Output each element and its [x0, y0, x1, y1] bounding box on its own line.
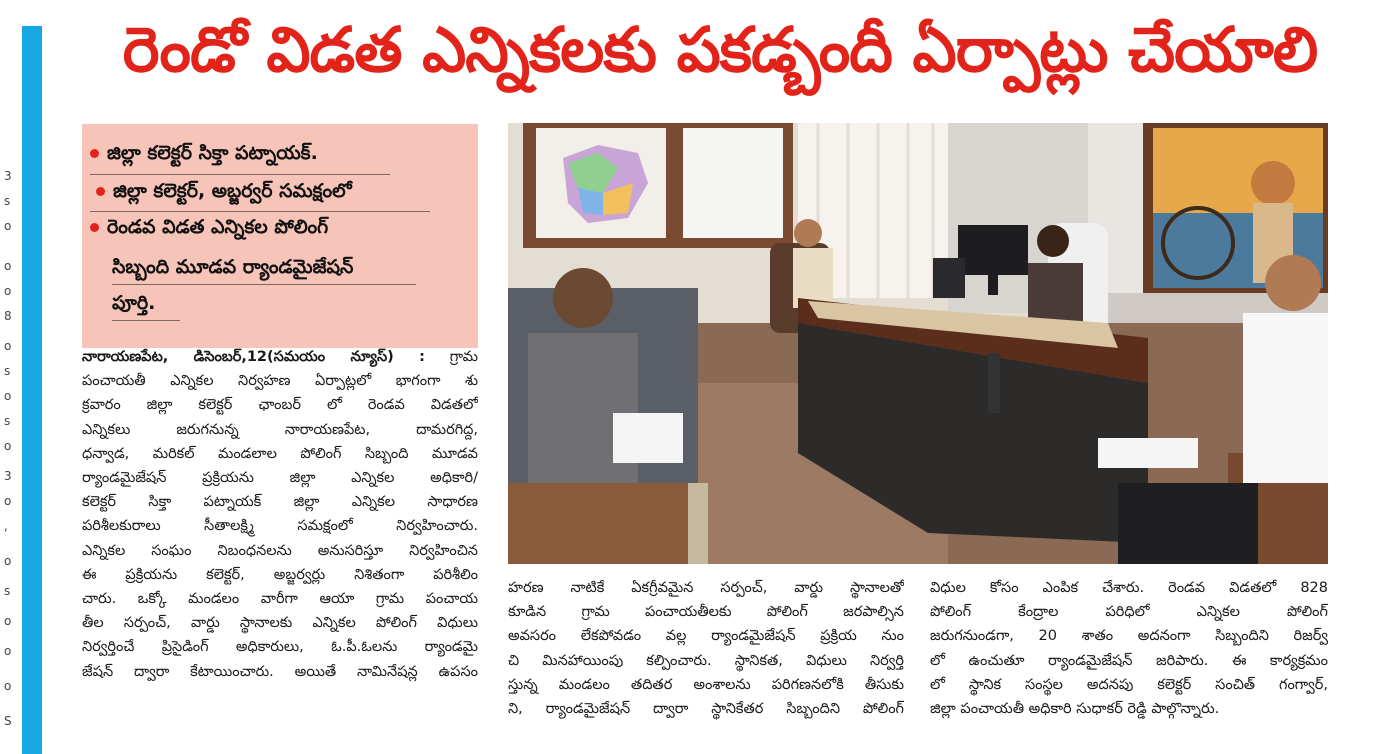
gutter-char: o [4, 439, 12, 453]
gutter-char: o [4, 339, 12, 353]
gutter-char: o [4, 389, 12, 403]
adjacent-column-fragment [0, 0, 22, 754]
text-line: ని, ర్యాండమైజేషన్ ద్వారా స్థానికేతర సిబ్బందిని పోలింగ్ [508, 701, 904, 718]
text-line: ఎన్నికలు జరుగనున్న నారాయణపేట, దామరగిద్ద, [82, 421, 478, 438]
text-line: చి మినహాయింపు కల్పించారు. స్థానికత, విధులు నిర్వర్తి [508, 652, 904, 669]
text-line: జిల్లా పంచాయతీ అధికారి సుధాకర్ రెడ్డి పాల్గొన్నారు. [930, 701, 1220, 718]
divider [112, 284, 416, 285]
text-line: విధుల కోసం ఎంపిక చేశారు. రెండవ విడతలో 828 [930, 580, 1328, 596]
article-column-1 [82, 345, 478, 684]
gutter-char: o [4, 494, 12, 508]
highlight-item [96, 180, 352, 207]
gutter-char: s [4, 584, 11, 598]
meeting-photo [508, 123, 1328, 564]
text-line: పంచాయతీ ఎన్నికల నిర్వహణ ఏర్పాట్లలో భాగంగా శు [82, 373, 478, 390]
headline: రెండో విడత ఎన్నికలకు పకడ్బందీ ఏర్పాట్లు చేయాలి [122, 13, 1318, 86]
text-line: అవసరం లేకపోవడం వల్ల ర్యాండమైజేషన్ ప్రక్రియ నుం [508, 628, 904, 645]
text-line: కూడిన గ్రామ పంచాయతీలకు పోలింగ్ జరపాల్సిన [508, 604, 904, 621]
accent-bar [22, 26, 42, 754]
highlight-text: జిల్లా కలెక్టర్, అబ్జర్వర్ సమక్షంలో [113, 180, 352, 202]
highlight-text: జిల్లా కలెక్టర్ సిక్తా పట్నాయక్. [107, 142, 318, 164]
gutter-char: , [4, 519, 8, 533]
highlight-item [90, 142, 318, 169]
article-column-2 [508, 576, 904, 721]
text-line: నిర్వర్తించే ప్రిసైడింగ్ అధికారులు, ఓ.పీ.ఓలను ర్యాండమై [82, 639, 478, 656]
gutter-char: s [4, 414, 11, 428]
text-line: చారు. ఒక్కో మండలం వారీగా ఆయా గ్రామ పంచాయ [82, 591, 478, 608]
text-fragment: గ్రామ [449, 349, 478, 365]
text-line: ధన్వాడ, మరికల్ మండలాల పోలింగ్ సిబ్బంది మూడవ [82, 445, 478, 462]
bullet-icon [90, 223, 99, 232]
dateline: నారాయణపేట, డిసెంబర్,12(సమయం న్యూస్) : [82, 349, 425, 365]
text-line: పరిశీలకురాలు సీతాలక్ష్మి సమక్షంలో నిర్వహించారు. [82, 518, 478, 535]
gutter-char: o [4, 644, 12, 658]
text-line: పోలింగ్ కేంద్రాల పరిధిలో ఎన్నికల పోలింగ్ [930, 604, 1328, 621]
text-line: జేషన్ ద్వారా కేటాయించారు. అయితే నామినేషన్ల ఉపసం [82, 663, 478, 680]
gutter-char: s [4, 194, 11, 208]
gutter-char: 3 [4, 469, 12, 483]
gutter-char: o [4, 614, 12, 628]
text-line: ఎన్నికల సంఘం నిబంధనలను అనుసరిస్తూ నిర్వహించిన [82, 542, 478, 559]
highlight-continuation: పూర్తి. [112, 292, 156, 314]
text-line: క్రవారం జిల్లా కలెక్టర్ ఛాంబర్ లో రెండవ విడతలో [82, 397, 478, 414]
text-line: తీల సర్పంచ్, వార్డు స్థానాలకు ఎన్నికల పోలింగ్ విధులు [82, 615, 478, 632]
text-line: జరుగనుండగా, 20 శాతం అదనంగా సిబ్బందిని రిజర్వ్ [930, 628, 1328, 645]
gutter-char: s [4, 364, 11, 378]
gutter-char: o [4, 554, 12, 568]
highlights-box [82, 124, 478, 348]
gutter-char: 3 [4, 169, 12, 183]
text-line: హరణ నాటికే ఏకగ్రీవమైన సర్పంచ్, వార్డు స్థానాలతో [508, 580, 904, 596]
gutter-char: 8 [4, 309, 12, 323]
text-line: లో స్థానిక సంస్థల అదనపు కలెక్టర్ సంచిత్ గంగ్వార్, [930, 676, 1328, 693]
highlight-text: రెండవ విడత ఎన్నికల పోలింగ్ [107, 216, 329, 238]
highlight-continuation: సిబ్బంది మూడవ ర్యాండమైజేషన్ [112, 256, 354, 278]
gutter-char: o [4, 679, 12, 693]
text-line: ఈ ప్రక్రియను కలెక్టర్, అబ్జర్వర్లు నిశితంగా పరిశీలిం [82, 566, 478, 583]
bullet-icon [96, 187, 105, 196]
bullet-icon [90, 149, 99, 158]
gutter-char: S [4, 714, 12, 728]
article-column-3 [930, 576, 1328, 721]
gutter-char: o [4, 284, 12, 298]
divider [90, 174, 390, 175]
text-line: ర్యాండమైజేషన్ ప్రక్రియను జిల్లా ఎన్నికల అధికారి/ [82, 470, 478, 487]
divider [90, 211, 430, 212]
text-line: స్తున్న మండలం తదితర అంశాలను పరిగణనలోకి తీసుకు [508, 676, 904, 693]
text-line: కలెక్టర్ సిక్తా పట్నాయక్ జిల్లా ఎన్నికల సాధారణ [82, 494, 478, 511]
highlight-item [90, 216, 328, 243]
meeting-photo-illustration [508, 123, 1328, 564]
gutter-char: o [4, 219, 12, 233]
text-line: లో ఉంచుతూ ర్యాండమైజేషన్ జరిపారు. ఈ కార్యక్రమం [930, 652, 1328, 669]
gutter-char: o [4, 259, 12, 273]
divider [112, 320, 180, 321]
text-line [82, 345, 478, 369]
